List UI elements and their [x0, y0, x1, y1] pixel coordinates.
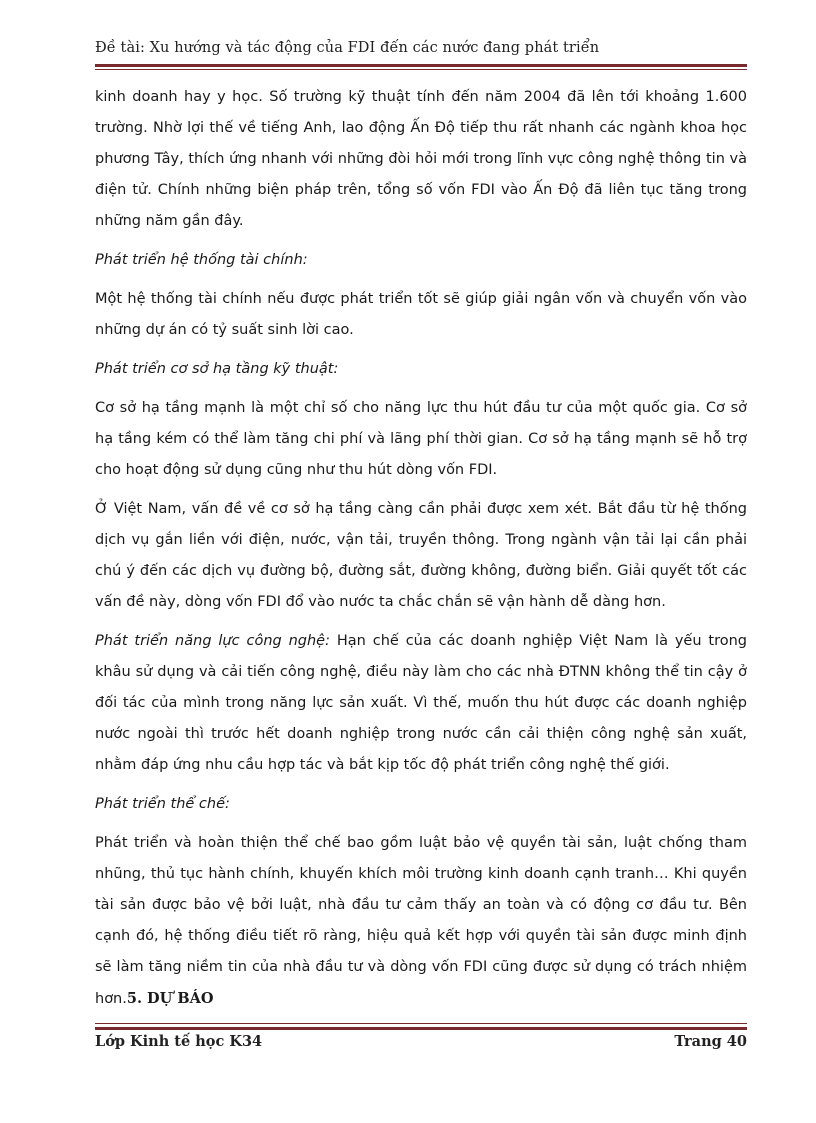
footer-class-label: Lớp Kinh tế học K34 — [95, 1033, 263, 1050]
footer-rule-thin — [95, 1023, 747, 1024]
paragraph-infrastructure: Cơ sở hạ tầng mạnh là một chỉ số cho năng lực thu hút đầu tư của một quốc gia. Cơ sở hạ tầng kém có thể làm tăng chi phí và lãng phí thời gian. Cơ sở hạ tầng mạnh sẽ hỗ trợ cho hoạt động sử dụng cũng như thu hút dòng vốn FDI. — [95, 400, 747, 478]
heading-finance: Phát triển hệ thống tài chính: — [95, 252, 308, 268]
document-body — [95, 82, 747, 1015]
heading-institutions: Phát triển thể chế: — [95, 796, 230, 812]
header-rule-thin — [95, 69, 747, 70]
paragraph-intro: kinh doanh hay y học. Số trường kỹ thuật tính đến năm 2004 đã lên tới khoảng 1.600 trường. Nhờ lợi thế về tiếng Anh, lao động Ấn Độ tiếp thu rất nhanh các ngành khoa học phương Tây, thích ứng nhanh với những đòi hỏi mới trong lĩnh vực công nghệ thông tin và điện tử. Chính những biện pháp trên, tổng số vốn FDI vào Ấn Độ đã liên tục tăng trong những năm gần đây. — [95, 89, 747, 229]
paragraph-technology-text: Hạn chế của các doanh nghiệp Việt Nam là yếu trong khâu sử dụng và cải tiến công nghệ, điều này làm cho các nhà ĐTNN không thể tin cậy ở đối tác của mình trong năng lực sản xuất. Vì thế, muốn thu hút được các doanh nghiệp nước ngoài thì trước hết doanh nghiệp trong nước cần cải thiện công nghệ sản xuất, nhằm đáp ứng nhu cầu hợp tác và bắt kịp tốc độ phát triển công nghệ thế giới. — [95, 633, 748, 773]
page-header-title: Đề tài: Xu hướng và tác động của FDI đến các nước đang phát triển — [95, 40, 600, 56]
paragraph-vietnam: Ở Việt Nam, vấn đề về cơ sở hạ tầng càng cần phải được xem xét. Bắt đầu từ hệ thống dịch vụ gắn liền với điện, nước, vận tải, truyền thông. Trong ngành vận tải lại cần phải chú ý đến các dịch vụ đường bộ, đường sắt, đường không, đường biển. Giải quyết tốt các vấn đề này, dòng vốn FDI đổ vào nước ta chắc chắn sẽ vận hành dễ dàng hơn. — [95, 501, 747, 610]
paragraph-technology — [95, 626, 747, 781]
footer-rule-thick — [95, 1027, 747, 1030]
header-rule-thick — [95, 64, 747, 67]
heading-technology: Phát triển năng lực công nghệ: — [95, 633, 330, 649]
footer-page-number: Trang 40 — [674, 1033, 747, 1050]
paragraph-institutions — [95, 828, 747, 1015]
next-section-heading: 5. DỰ BÁO — [126, 990, 214, 1007]
paragraph-finance: Một hệ thống tài chính nếu được phát triển tốt sẽ giúp giải ngân vốn và chuyển vốn vào những dự án có tỷ suất sinh lời cao. — [95, 291, 747, 338]
heading-infrastructure: Phát triển cơ sở hạ tầng kỹ thuật: — [95, 361, 339, 377]
paragraph-institutions-text: Phát triển và hoàn thiện thể chế bao gồm luật bảo vệ quyền tài sản, luật chống tham nhũng, thủ tục hành chính, khuyến khích môi trường kinh doanh cạnh tranh… Khi quyền tài sản được bảo vệ bởi luật, nhà đầu tư cảm thấy an toàn và có động cơ đầu tư. Bên cạnh đó, hệ thống điều tiết rõ ràng, hiệu quả kết hợp với quyền tài sản được minh định sẽ làm tăng niềm tin của nhà đầu tư và dòng vốn FDI cũng được sử dụng có trách nhiệm hơn. — [95, 835, 747, 1007]
